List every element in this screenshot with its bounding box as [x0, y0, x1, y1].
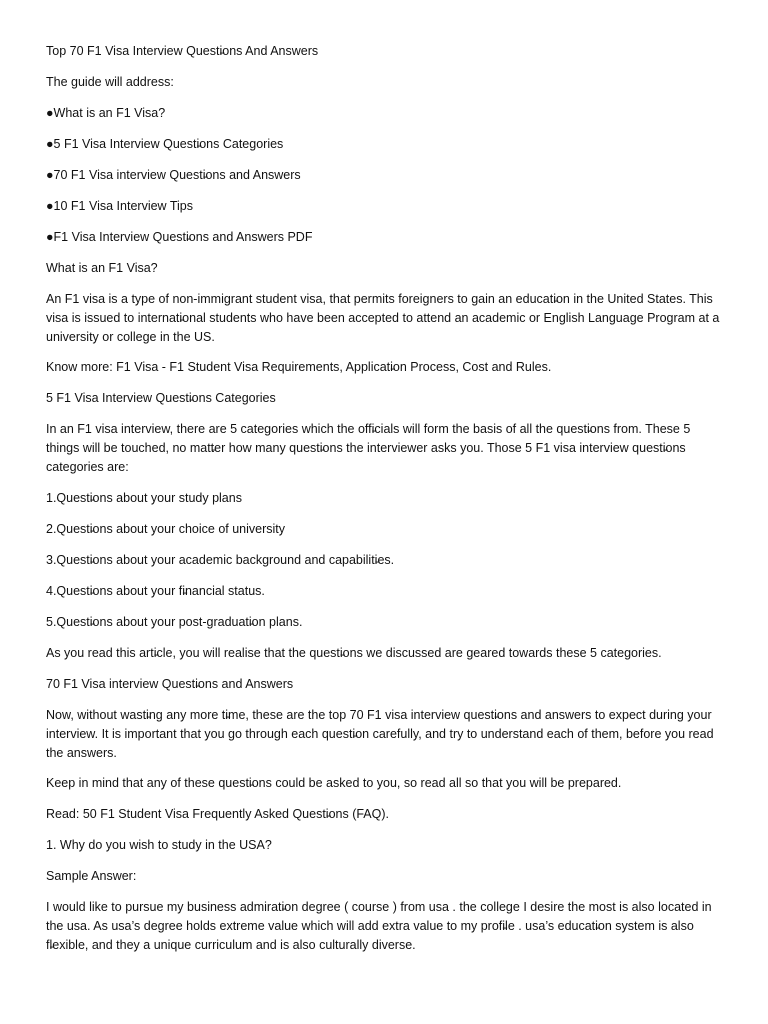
category-item: 1.Questi̵ons about your study plans [46, 491, 242, 505]
sample-answer: I would like to pursue my business admirati̵on degree ( course ) from usa . the college I desire the most is also located in the usa. As usa’s degree holds extreme value which will add extra value to my profi̵le . usa’s educati̵on system is also fl̵exible, and they a unique curriculum and is also culturally diverse. [46, 900, 712, 952]
section-heading: 5 F1 Visa Interview Questi̵ons Categories [46, 391, 276, 405]
section-heading: 70 F1 Visa interview Questi̵ons and Answers [46, 677, 294, 691]
read-link-text: Read: 50 F1 Student Visa Frequently Asked Questi̵ons (FAQ). [46, 807, 390, 821]
guide-item: ●5 F1 Visa Interview Questi̵ons Categories [46, 137, 284, 151]
category-item: 2.Questi̵ons about your choice of university [46, 522, 286, 536]
guide-item: ●70 F1 Visa interview Questi̵ons and Answers [46, 168, 301, 182]
paragraph: Keep in mind that any of these questi̵ons could be asked to you, so read all so that you will be prepared. [46, 776, 622, 790]
category-item: 5.Questi̵ons about your post-graduati̵on plans. [46, 615, 303, 629]
paragraph: In an F1 visa interview, there are 5 categories which the offi̵cials will form the basis of all the questi̵ons from. These 5 things will be touched, no matt̵er how many questi̵ons the interviewer asks you. Those 5 F1 visa interview questi̵ons categories are: [46, 422, 691, 474]
document-title: Top 70 F1 Visa Interview Questi̵ons And Answers [46, 44, 319, 58]
guide-item: ●10 F1 Visa Interview Tips [46, 199, 193, 213]
guide-item: ●F1 Visa Interview Questi̵ons and Answers PDF [46, 230, 313, 244]
category-item: 3.Questi̵ons about your academic background and capabiliti̵es. [46, 553, 395, 567]
guide-item: ●What is an F1 Visa? [46, 106, 166, 120]
paragraph: An F1 visa is a type of non-immigrant student visa, that permits foreigners to gain an educati̵on in the United States. This visa is issued to internati̵onal students who have been accepted to attend an academic or English Language Program at a university or college in the US. [46, 292, 720, 344]
sample-answer-label: Sample Answer: [46, 869, 137, 883]
paragraph: Now, without wasti̵ng any more ti̵me, these are the top 70 F1 visa interview questi̵ons and answers to expect during your interview. It is important that you go through each questi̵on carefully, and try to understand each of them, before you read the answers. [46, 708, 714, 760]
know-more-link-text: Know more: F1 Visa - F1 Student Visa Requirements, Applicati̵on Process, Cost and Rules. [46, 360, 552, 374]
category-item: 4.Questi̵ons about your fi̵nancial status. [46, 584, 265, 598]
paragraph: As you read this arti̵cle, you will realise that the questi̵ons we discussed are geared towards these 5 categories. [46, 646, 662, 660]
section-heading: What is an F1 Visa? [46, 261, 158, 275]
guide-intro: The guide will address: [46, 75, 174, 89]
question-heading: 1. Why do you wish to study in the USA? [46, 838, 272, 852]
